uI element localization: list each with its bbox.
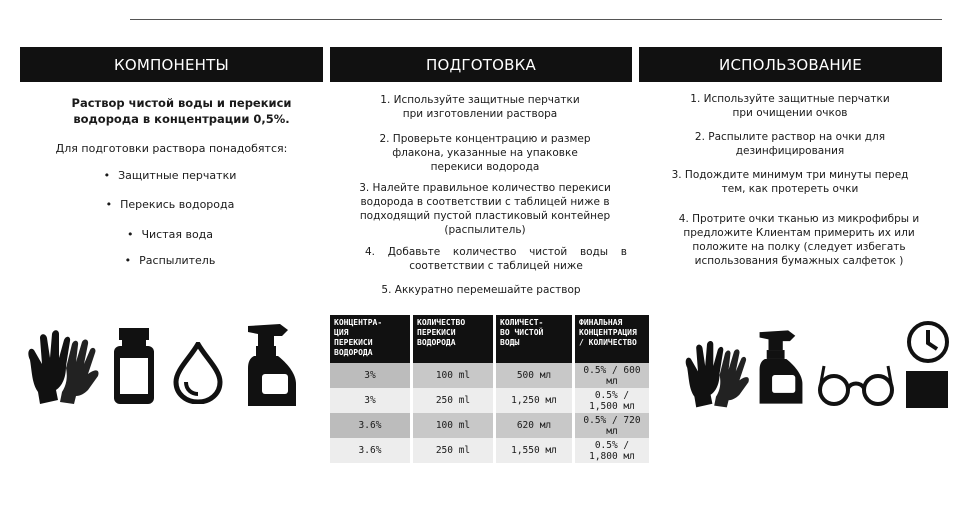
table-cell: 250 ml	[412, 438, 495, 463]
usage-header: ИСПОЛЬЗОВАНИЕ	[639, 47, 942, 82]
prep-step-3: 3. Налейте правильное количество перекиси водорода в соответствии с таблицей ниже в подходящий пустой пластиковый контейнер (распылитель)	[359, 182, 611, 236]
water-drop-icon	[172, 342, 224, 404]
table-cell: 0.5% / 600 мл	[574, 363, 650, 388]
prep-step-5: 5. Аккуратно перемешайте раствор	[381, 284, 581, 296]
components-column	[20, 47, 323, 82]
table-row	[330, 363, 649, 388]
table-cell: 0.5% / 1,500 мл	[574, 388, 650, 413]
table-cell: 0.5% / 720 мл	[574, 413, 650, 438]
table-header-row	[330, 315, 649, 363]
table-cell: 3.6%	[330, 438, 412, 463]
glasses-icon	[816, 360, 896, 410]
table-cell: 1,550 мл	[495, 438, 574, 463]
table-row	[330, 438, 649, 463]
preparation-header: ПОДГОТОВКА	[330, 47, 632, 82]
clock-icon	[906, 320, 950, 364]
gloves-icon	[680, 340, 752, 410]
dilution-table	[330, 315, 649, 463]
bottle-icon	[112, 326, 156, 406]
components-needed: Для подготовки раствора понадобятся:	[55, 142, 288, 155]
spray-bottle-icon	[244, 322, 300, 408]
prep-step-4: 4. Добавьте количество чистой воды в соответствии с таблицей ниже	[365, 246, 627, 272]
table-cell: 3.6%	[330, 413, 412, 438]
table-header-cell: КОНЦЕНТРА- ЦИЯ ПЕРЕКИСИ ВОДОРОДА	[330, 315, 412, 363]
gloves-icon	[22, 330, 102, 406]
usage-step-4: 4. Протрите очки тканью из микрофибры и предложите Клиентам примерить их или положите на полку (следует избегать использования бумажных салфеток )	[678, 213, 920, 267]
preparation-column	[330, 47, 632, 82]
component-item: • Распылитель	[80, 254, 260, 268]
prep-step-2: 2. Проверьте концентрацию и размер флакона, указанные на упаковке перекиси водорода	[379, 133, 591, 173]
component-item: • Защитные перчатки	[80, 169, 260, 183]
table-header-cell: КОЛИЧЕСТВО ПЕРЕКИСИ ВОДОРОДА	[412, 315, 495, 363]
usage-step-3: 3. Подождите минимум три минуты перед тем, как протереть очки	[671, 169, 909, 195]
table-cell: 100 ml	[412, 413, 495, 438]
component-item: • Перекись водорода	[80, 198, 260, 212]
components-header: КОМПОНЕНТЫ	[20, 47, 323, 82]
table-cell: 250 ml	[412, 388, 495, 413]
table-cell: 620 мл	[495, 413, 574, 438]
usage-step-2: 2. Распылите раствор на очки для дезинфицирования	[694, 131, 886, 157]
table-cell: 3%	[330, 388, 412, 413]
usage-column	[639, 47, 942, 82]
table-cell: 500 мл	[495, 363, 574, 388]
table-header-cell: ФИНАЛЬНАЯ КОНЦЕНТРАЦИЯ / КОЛИЧЕСТВО	[574, 315, 650, 363]
spray-bottle-icon	[756, 326, 806, 408]
table-header-cell: КОЛИЧЕСТ- ВО ЧИСТОЙ ВОДЫ	[495, 315, 574, 363]
top-divider	[130, 19, 942, 20]
prep-step-1: 1. Используйте защитные перчатки при изготовлении раствора	[380, 94, 580, 120]
table-cell: 100 ml	[412, 363, 495, 388]
black-square-icon	[906, 371, 948, 408]
table-cell: 1,250 мл	[495, 388, 574, 413]
table-cell: 3%	[330, 363, 412, 388]
components-intro: Раствор чистой воды и перекиси водорода в концентрации 0,5%.	[71, 96, 292, 126]
component-item: • Чистая вода	[80, 228, 260, 242]
table-row	[330, 388, 649, 413]
usage-step-1: 1. Используйте защитные перчатки при очищении очков	[690, 93, 890, 119]
table-row	[330, 413, 649, 438]
table-cell: 0.5% / 1,800 мл	[574, 438, 650, 463]
